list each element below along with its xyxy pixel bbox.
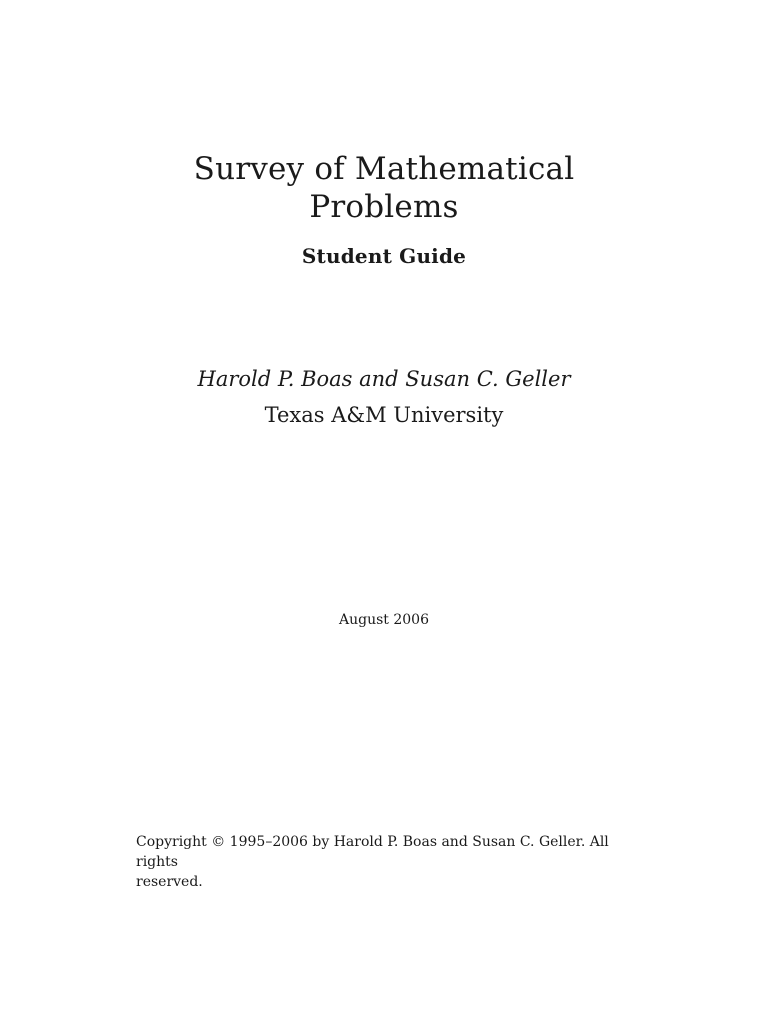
title-line-1: Survey of Mathematical <box>193 151 575 187</box>
copyright-line-2: reserved. <box>136 874 203 890</box>
document-title <box>0 150 768 226</box>
document-subtitle: Student Guide <box>301 244 467 268</box>
copyright-notice <box>136 832 636 892</box>
publication-date: August 2006 <box>339 612 429 628</box>
author-names: Harold P. Boas and Susan C. Geller <box>197 367 571 391</box>
title-line-2: Problems <box>309 189 459 225</box>
title-block <box>0 150 768 268</box>
copyright-line-1: Copyright © 1995–2006 by Harold P. Boas and Susan C. Geller. All rights <box>136 834 609 870</box>
authors-block <box>0 364 768 430</box>
author-affiliation: Texas A&M University <box>264 403 504 427</box>
